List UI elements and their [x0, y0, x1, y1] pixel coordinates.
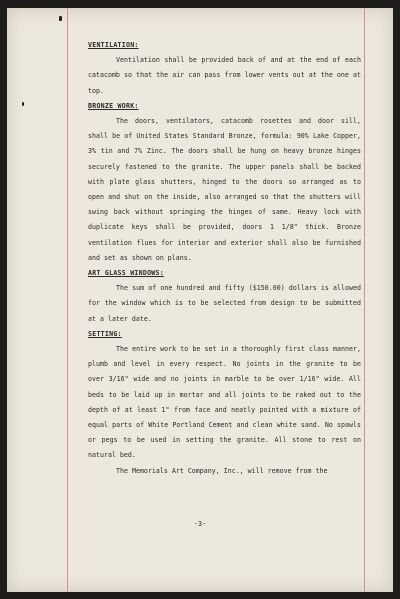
section-paragraph: The sum of one hundred and fifty ($150.00) dollars is allowed for the window which is to be selected from design to be submitted at a later date. — [88, 284, 361, 323]
section-heading: SETTING: — [88, 329, 122, 338]
section-paragraph: Ventilation shall be provided back of and at the end of each catacomb so that the air can pass from lower vents out at the one at top. — [88, 56, 361, 95]
left-margin-rule — [67, 8, 68, 592]
section-paragraph: The Memorials Art Company, Inc., will remove from the — [116, 466, 328, 475]
section-heading: BRONZE WORK: — [88, 101, 139, 110]
section-heading: VENTILATION: — [88, 41, 139, 49]
section-ventilation — [88, 38, 361, 99]
section-heading: ART GLASS WINDOWS: — [88, 269, 164, 278]
page-number: -3- — [193, 520, 207, 528]
section-paragraph: The doors, ventilators, catacomb rosettes and door sill, shall be of United States Standard Bronze, formula: 90% Lake Copper, 3% tin and 7% Zinc. The doors shall be hung on heavy bronze hinges securely fastened to the granite. The upper panels shall be backed with plate glass shutters, hinged to the doors so arranged as to open and shut on the inside, also arranged so that the shutters will swing back without springing the hinges of same. Heavy lock with duplicate keys shall be provided, doors 1 1/8" thick. Bronze ventilation flues for interior and exterior shall also be furnished and set as shown on plans. — [88, 117, 361, 262]
punch-mark — [59, 16, 62, 21]
section-art-glass-windows — [88, 266, 361, 327]
section-paragraph: The entire work to be set in a thoroughly first class manner, plumb and level in every respect. No joints in the granite to be over 3/16" wide and no joints in marble to be over 1/16" wide. All beds to be laid up in mortar and all joints to be raked out to the depth of at least 1" from face and neatly pointed with a mixture of equal parts of White Portland Cement and clean white sand. No spawls or pegs to be used in setting the granite. All stone to rest on natural bed. — [88, 345, 361, 460]
section-setting — [88, 327, 361, 479]
right-margin-rule — [364, 8, 365, 592]
section-bronze-work — [88, 99, 361, 266]
document-body — [88, 38, 361, 479]
document-page — [7, 8, 393, 592]
punch-mark — [22, 102, 24, 106]
